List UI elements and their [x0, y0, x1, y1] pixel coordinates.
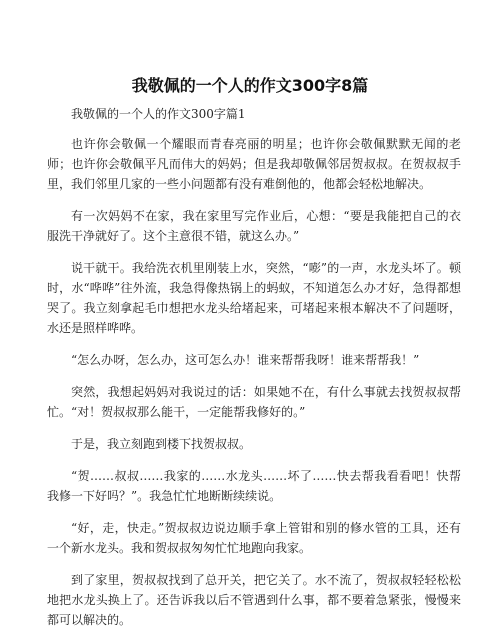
- document-body: [47, 104, 461, 642]
- paragraph: “贺……叔叔……我家的……水龙头……坏了……快去帮我看看吧！快帮我修一下好吗？”。我急忙忙地断断续续说。: [47, 469, 461, 503]
- paragraph: 于是，我立刻跑到楼下找贺叔叔。: [71, 437, 252, 451]
- paragraph: 说干就干。我给洗衣机里刚装上水，突然，“嘭”的一声，水龙头坏了。顿时，水“哗哗”往外流，我急得像热锅上的蚂蚁，不知道怎么办才好，急得都想哭了。我立刻拿起毛巾想把水龙头给堵起来，可堵起来根本解决不了问题呀，水还是照样哗哗。: [47, 261, 461, 335]
- paragraph: “怎么办呀，怎么办，这可怎么办！谁来帮帮我呀！谁来帮帮我！”: [71, 353, 420, 367]
- paragraph: “好，走，快走。”贺叔叔边说边顺手拿上管钳和别的修水管的工具，还有一个新水龙头。我和贺叔叔匆匆忙忙地跑向我家。: [47, 521, 461, 555]
- paragraph: 到了家里，贺叔叔找到了总开关，把它关了。水不流了，贺叔叔轻轻松松地把水龙头换上了。还告诉我以后不管遇到什么事，都不要着急紧张，慢慢来都可以解决的。: [47, 573, 461, 627]
- paragraph: 有一次妈妈不在家，我在家里写完作业后，心想：“要是我能把自己的衣服洗干净就好了。这个主意很不错，就这么办。”: [47, 209, 461, 243]
- paragraph: 也许你会敬佩一个耀眼而青春亮丽的明星；也许你会敬佩默默无闻的老师；也许你会敬佩平凡而伟大的妈妈；但是我却敬佩邻居贺叔叔。在贺叔叔手里，我们邻里几家的一些小问题都有没有难倒他的，他都会轻松地解决。: [47, 137, 461, 191]
- paragraph: 突然，我想起妈妈对我说过的话：如果她不在，有什么事就去找贺叔叔帮忙。“对！贺叔叔那么能干，一定能帮我修好的。”: [47, 385, 461, 419]
- section-heading: 我敬佩的一个人的作文300字篇1: [71, 107, 246, 121]
- document-title: 我敬佩的一个人的作文300字8篇: [131, 76, 369, 95]
